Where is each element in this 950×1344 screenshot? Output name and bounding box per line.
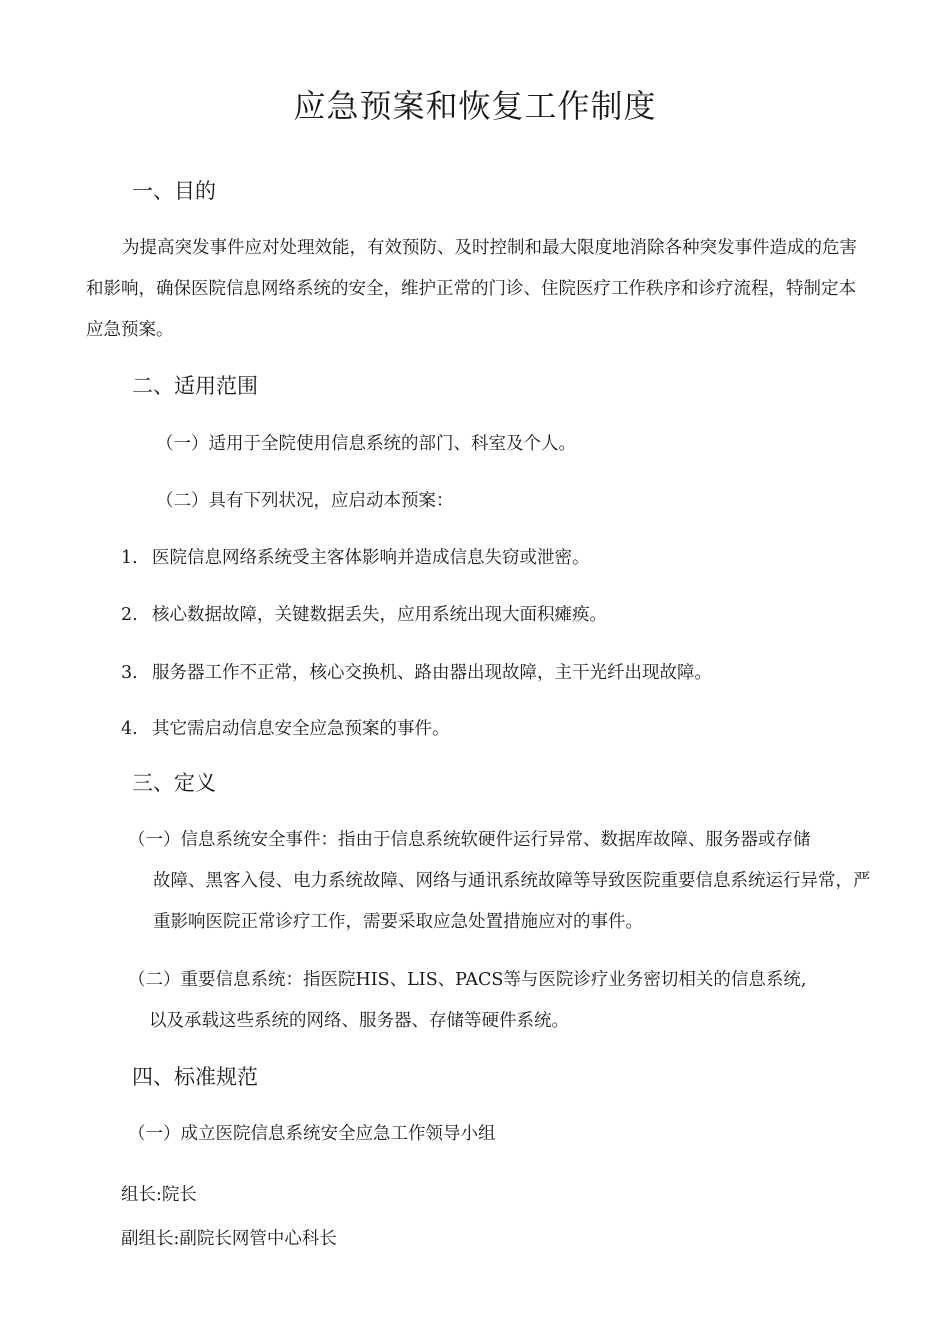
scope-item-2: （二）具有下列状况，应启动本预案： [156, 491, 454, 511]
purpose-paragraph: 为提高突发事件应对处理效能，有效预防、及时控制和最大限度地消除各种突发事件造成的危害和影响，确保医院信息网络系统的安全，维护正常的门诊、住院医疗工作秩序和诊疗流程，特制定本应急预案。 [86, 238, 857, 340]
definition-2-first-line: （二）重要信息系统：指医院HIS、LIS、PACS等与医院诊疗业务密切相关的信息系统, [128, 970, 807, 990]
list-item-text: 服务器工作不正常，核心交换机、路由器出现故障，主干光纤出现故障。 [152, 663, 712, 683]
section-heading-definition: 三、定义 [132, 771, 216, 795]
definition-1-first-line: （一）信息系统安全事件：指由于信息系统软硬件运行异常、数据库故障、服务器或存储 [128, 830, 811, 850]
list-item-number: 2. [121, 605, 138, 625]
list-item-number: 1. [121, 548, 138, 568]
list-item-number: 3. [121, 663, 138, 683]
document-title: 应急预案和恢复工作制度 [293, 87, 657, 125]
definition-1-continuation: 故障、黑客入侵、电力系统故障、网络与通讯系统故障等导致医院重要信息系统运行异常，严重影响医院正常诊疗工作，需要采取应急处置措施应对的事件。 [153, 871, 871, 932]
standards-item-1: （一）成立医院信息系统安全应急工作领导小组 [128, 1124, 496, 1144]
section-heading-standards: 四、标准规范 [132, 1065, 258, 1089]
list-item [121, 660, 712, 686]
section-heading-scope: 二、适用范围 [132, 374, 258, 398]
list-item-text: 医院信息网络系统受主客体影响并造成信息失窃或泄密。 [152, 548, 590, 568]
list-item [121, 602, 607, 628]
definition-2 [128, 960, 874, 1042]
team-deputy-leader: 副组长:副院长网管中心科长 [121, 1229, 337, 1249]
list-item-text: 其它需启动信息安全应急预案的事件。 [152, 719, 450, 739]
list-item-number: 4. [121, 719, 138, 739]
list-item-text: 核心数据故障，关键数据丢失，应用系统出现大面积瘫痪。 [152, 605, 607, 625]
definition-1 [128, 820, 874, 943]
list-item [121, 716, 450, 742]
list-item [121, 545, 590, 571]
definition-2-continuation: 以及承载这些系统的网络、服务器、存储等硬件系统。 [149, 1011, 569, 1031]
scope-item-1: （一）适用于全院使用信息系统的部门、科室及个人。 [156, 434, 576, 454]
team-leader: 组长:院长 [121, 1185, 197, 1205]
section-heading-purpose: 一、目的 [132, 179, 216, 203]
